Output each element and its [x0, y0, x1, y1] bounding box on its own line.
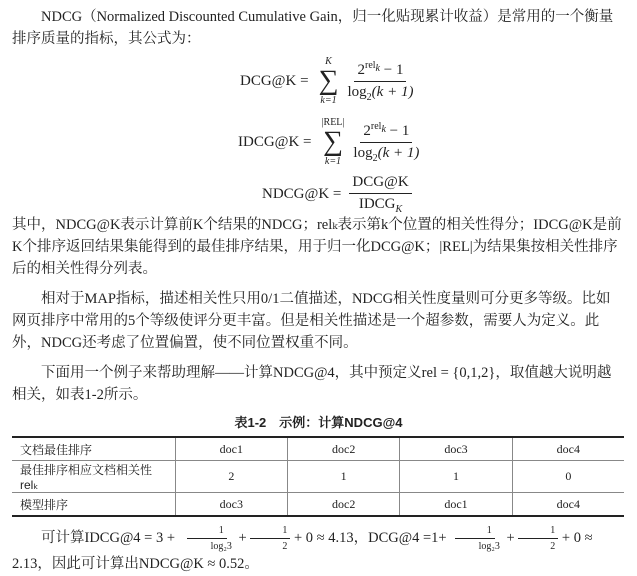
ndcg-lhs: NDCG@K =	[262, 186, 342, 202]
table-cell: doc1	[175, 437, 287, 461]
table-cell: doc3	[400, 437, 512, 461]
example-table	[12, 436, 624, 517]
dcg-denominator: $\log_2(k + 1)$	[347, 83, 414, 103]
idcg-sum-lower: k=1	[324, 156, 342, 167]
table-cell: 1	[288, 461, 400, 493]
idcg-sum	[322, 117, 345, 167]
table-cell: 2	[175, 461, 287, 493]
dcg-numerator: $2^{rel_k} - 1$	[354, 60, 406, 82]
dcg-sum-lower: k=1	[320, 95, 337, 106]
example-paragraph: 下面用一个例子来帮助理解——计算NDCG@4，其中预定义rel = {0,1,2}，取值越大说明越相关，如表1-2所示。	[12, 365, 612, 403]
dcg-lhs: DCG@K =	[240, 72, 309, 89]
sigma-icon: ∑	[322, 126, 343, 157]
dcg-sum-upper: K	[325, 56, 332, 67]
idcg-numerator: $2^{rel_k} - 1$	[360, 121, 412, 143]
row-label: 最佳排序相应文档相关性relₖ	[12, 461, 175, 493]
table-row	[12, 493, 624, 517]
intro-paragraph: NDCG（Normalized Discounted Cumulative Gain，归一化贴现累计收益）是常用的一个衡量排序质量的指标，其公式为：	[12, 9, 614, 47]
table-cell: 0	[512, 461, 624, 493]
map-paragraph: 相对于MAP指标，描述相关性只用0/1二值描述，NDCG相关性度量则可分更多等级。比如网页排序中常用的5个等级使评分更丰富。但是相关性描述是一个超参数，需要人为定义。此外，NDCG还考虑了位置偏置，使不同位置权重不同。	[12, 291, 611, 351]
table-cell: doc4	[512, 493, 624, 517]
table-cell: 1	[400, 461, 512, 493]
ndcg-numerator: DCG@K	[349, 174, 411, 194]
table-cell: doc2	[288, 493, 400, 517]
sigma-icon: ∑	[318, 65, 339, 96]
table-cell: doc2	[288, 437, 400, 461]
ndcg-formula	[262, 174, 412, 215]
table-cell: doc1	[400, 493, 512, 517]
idcg-sum-upper: |REL|	[321, 117, 345, 128]
dcg-sum	[319, 56, 339, 106]
table-cell: doc4	[512, 437, 624, 461]
idcg-denominator: $\log_2(k + 1)$	[353, 144, 420, 164]
table-cell: doc3	[175, 493, 287, 517]
conclusion-paragraph: 可计算IDCG@4 = 3 + $\frac{1}{\text{log₂3}}$ + $\frac{1}{2}$ + 0 ≈ 4.13，DCG@4 =1+ $\frac{1}{\text{log₂3}}$ + $\frac{1}{2}$ + 0 ≈ 2.13，因此可计算出NDCG@K ≈ 0.52。	[12, 525, 593, 572]
explanation-paragraph: 其中，NDCG@K表示计算前K个结果的NDCG；relₖ表示第k个位置的相关性得分；IDCG@K是前K个排序返回结果集能得到的最佳排序结果，用于归一化DCG@K；|REL|为结果集按相关性排序后的相关性得分列表。	[12, 217, 622, 277]
table-row	[12, 461, 624, 493]
idcg-lhs: IDCG@K =	[238, 133, 312, 150]
dcg-fraction	[345, 60, 417, 103]
dcg-formula	[240, 56, 416, 106]
row-label: 文档最佳排序	[12, 437, 175, 461]
table-caption: 表1-2 示例：计算NDCG@4	[234, 415, 403, 430]
idcg-formula	[238, 117, 422, 167]
ndcg-denominator: $IDCG_K$	[358, 196, 403, 215]
idcg-fraction	[350, 121, 422, 164]
ndcg-fraction	[349, 174, 411, 215]
row-label: 模型排序	[12, 493, 175, 517]
table-row	[12, 437, 624, 461]
